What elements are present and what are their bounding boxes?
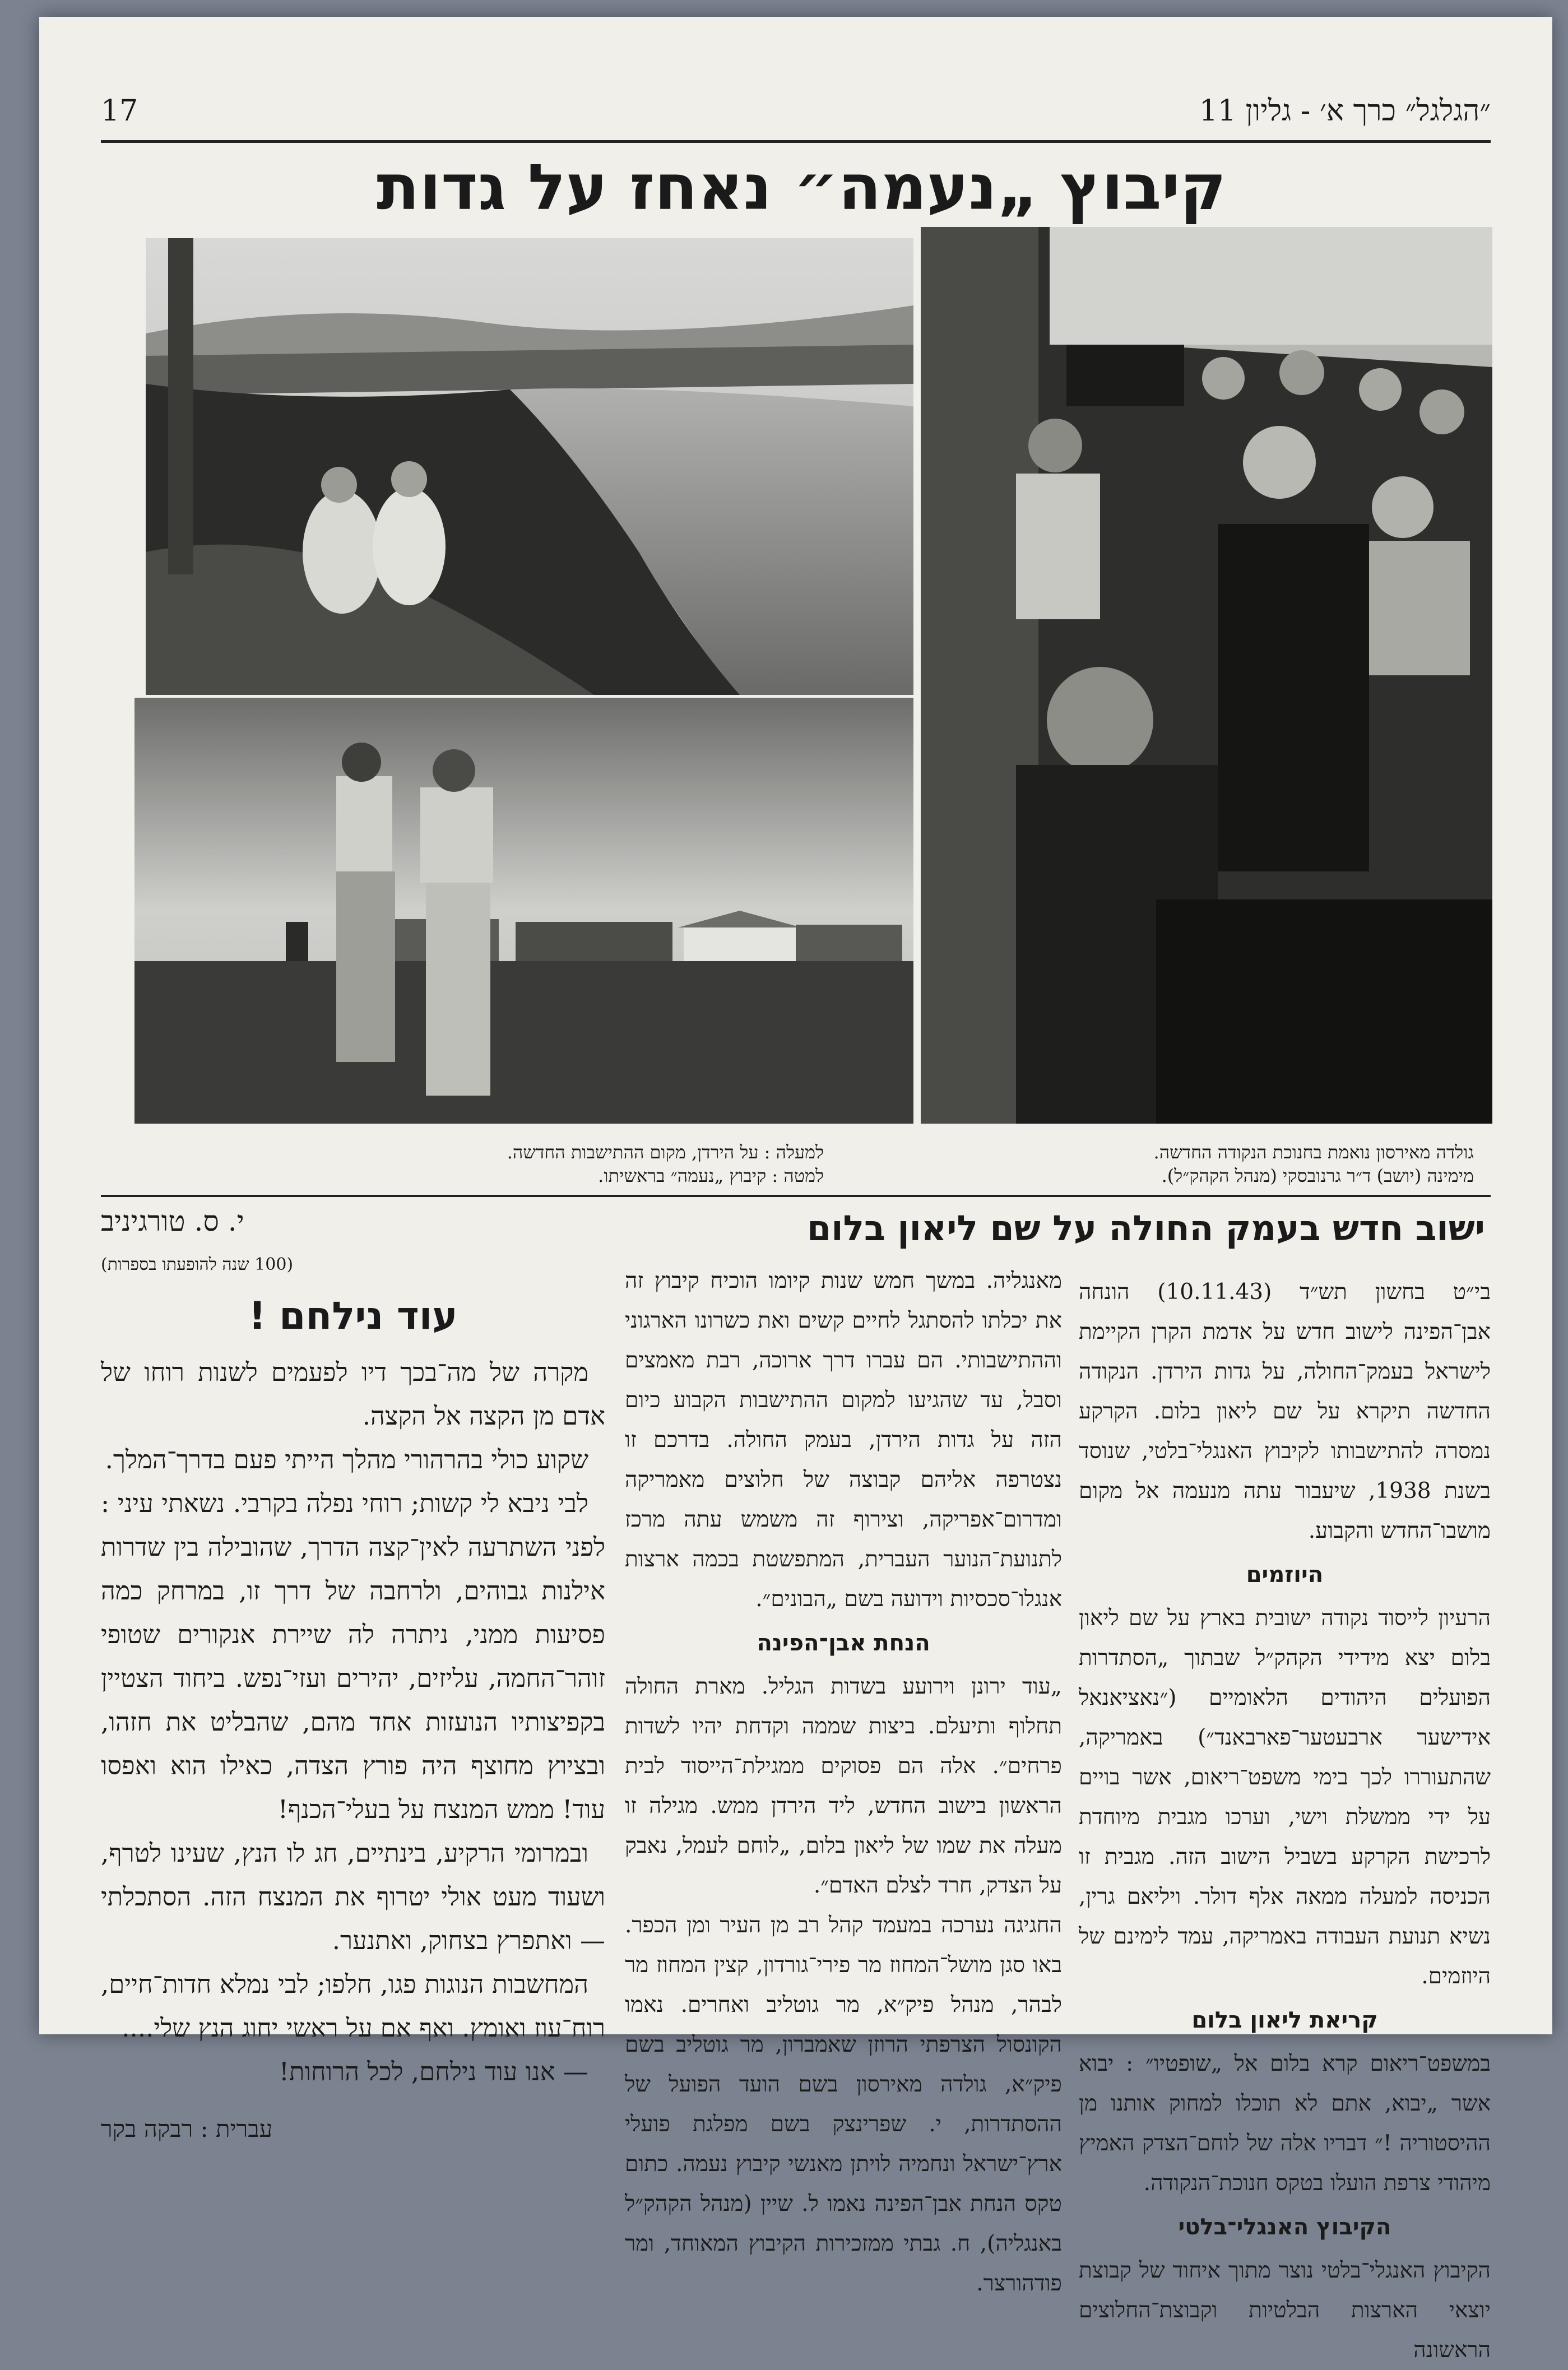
article-column-2 bbox=[625, 1261, 1062, 2296]
section-divider bbox=[101, 1195, 1491, 1197]
caption-right-photo bbox=[925, 1140, 1474, 1188]
photo-settlement-men-standing bbox=[134, 698, 913, 1124]
article-paragraph: הרעיון לייסוד נקודה ישובית בארץ על שם ליאון בלום יצא מידידי הקהק״ל שבתוך „הסתדרות הפועלים היהודים הלאומיים (״נאציאנאל אידישער ארבעטער־פארבאנד״) באמריקה, שהתעוררו לכך בימי משפט־ריאום, אשר בויים על ידי ממשלת וישי, וערכו מגבית מיוחדת לרכישת הקרקע בשביל הישוב הזה. מגבית זו הכניסה למעלה ממאה אלף דולר. ויליאם גרין, נשיא תנועת העבודה באמריקה, עמד לימינם של היוזמים. bbox=[1079, 1606, 1491, 1989]
magazine-page bbox=[39, 17, 1552, 2363]
essay-paragraph: שקוע כולי בהרהורי מהלך הייתי פעם בדרך־המלך. bbox=[105, 1445, 588, 1474]
caption-left-photos bbox=[275, 1140, 824, 1188]
essay-paragraph: מקרה של מה־בכך דיו לפעמים לשנות רוחו של אדם מן הקצה אל הקצה. bbox=[101, 1357, 605, 1431]
page-header bbox=[101, 90, 1491, 143]
article-paragraph: במשפט־ריאום קרא בלום אל „שופטיו״ : יבוא אשר „יבוא, אתם לא תוכלו למחוק אותנו מן ההיסטוריה !״ דבריו אלה של לוחם־הצדק האמיץ מיהודי צרפת הועלו בטקס חנוכת־הנקודה. bbox=[1079, 2051, 1491, 2196]
essay-paragraph: המחשבות הנוגות פגו, חלפו; לבי נמלא חדות־חיים, רוח־עוז ואומץ. ואף אם על ראשי יחוג הנץ שלי.... bbox=[101, 1969, 605, 2043]
running-head: ״הגלגל״ כרך א׳ - גליון 11 bbox=[1199, 94, 1491, 128]
subhead-blum-call: קריאת ליאון בלום bbox=[1191, 2007, 1378, 2033]
essay-column bbox=[101, 1199, 605, 2142]
subhead-initiators: היוזמים bbox=[1246, 1562, 1324, 1588]
essay-translator: עברית : רבקה בקר bbox=[101, 2115, 273, 2142]
essay-author: י. ס. טורגיניב bbox=[101, 1205, 244, 1237]
article-paragraph: החגיגה נערכה במעמד קהל רב מן העיר ומן הכפר. באו סגן מושל־המחוז מר פירי־גורדון, קצין המחוז מר לבהר, מנהל פיק״א, מר גוטליב ואחרים. נאמו הקונסול הצרפתי הרוזן שאמברון, מר גוטליב בשם פיק״א, גולדה מאירסון בשם הועד הפועל של ההסתדרות, י. שפרינצק בשם מפלגת פועלי ארץ־ישראל ונחמיה לויתן מאנשי קיבוץ נעמה. כתום טקס הנחת אבן־הפינה נאמו ל. שיין (מנהל הקהק״ל באנגליה), ח. גבתי ממזכירות הקיבוץ המאוחד, ומר פודהורצר. bbox=[625, 1913, 1062, 2296]
photo-golda-image bbox=[921, 227, 1492, 1124]
caption-left-line-1: למעלה : על הירדן, מקום ההתישבות החדשה. bbox=[507, 1142, 824, 1163]
page-number: 17 bbox=[101, 94, 138, 128]
caption-left-line-2: למטה : קיבוץ „נעמה״ בראשיתו. bbox=[598, 1165, 824, 1186]
photo-golda-speaking bbox=[921, 227, 1492, 1124]
article-column-1 bbox=[1079, 1272, 1491, 2363]
article-headline: ישוב חדש בעמק החולה על שם ליאון בלום bbox=[807, 1208, 1485, 1249]
main-headline: קיבוץ „נעמה״ נאחז על גדות bbox=[377, 151, 1226, 224]
essay-note: (100 שנה להופעתו בספרות) bbox=[101, 1255, 294, 1274]
essay-paragraph: ובמרומי הרקיע, בינתיים, חג לו הנץ, שעינו לטרף, ושעוד מעט אולי יטרוף את המנצח הזה. הסתכלתי — ואתפרץ בצחוק, ואתנער. bbox=[101, 1838, 605, 1955]
caption-right-line-1: גולדה מאירסון נואמת בחנוכת הנקודה החדשה. bbox=[1153, 1142, 1474, 1163]
photo-settlement-image bbox=[134, 698, 913, 1124]
article-paragraph: בי״ט בחשון תש״ד (10.11.43) הונחה אבן־הפינה לישוב חדש על אדמת הקרן הקיימת לישראל בעמק־החולה, על גדות הירדן. הנקודה החדשה תיקרא על שם ליאון בלום. הקרקע נמסרה להתישבותו לקיבוץ האנגלי־בלטי, שנוסד בשנת 1938, שיעבור עתה מנעמה אל מקום מושבו־החדש והקבוע. bbox=[1079, 1279, 1491, 1543]
subhead-anglo-baltic-kibbutz: הקיבוץ האנגלי־בלטי bbox=[1178, 2214, 1391, 2240]
caption-right-line-2: מימינה (יושב) ד״ר גרנובסקי (מנהל הקהק״ל). bbox=[1161, 1165, 1474, 1186]
essay-title: עוד נילחם ! bbox=[248, 1294, 458, 1338]
essay-closing-line: — אנו עוד נילחם, לכל הרוחות! bbox=[279, 2057, 588, 2086]
essay-paragraph: לבי ניבא לי קשות; רוחי נפלה בקרבי. נשאתי עיני : לפני השתרעה לאין־קצה הדרך, שהובילה בין שדרות אילנות גבוהים, ולרחבה של דרך זו, במרחק כמה פסיעות ממני, ניתרה לה שיירת אנקורים שטופי זוהר־החמה, עליזים, יהירים ועזי־נפש. ביחוד הצטיין בקפיצותיו הנועזות אחד מהם, שהבליט את חזהו, ובציוץ מחוצף היה פורץ הצדה, כאילו הוא ואפסו עוד! ממש המנצח על בעלי־הכנף! bbox=[101, 1488, 605, 1824]
article-paragraph: מאנגליה. במשך חמש שנות קיומו הוכיח קיבוץ זה את יכלתו להסתגל לחיים קשים ואת כשרונו הארגוני וההתישבותי. הם עברו דרך ארוכה, רבת מאמצים וסבל, עד שהגיעו למקום ההתישבות הקבוע כיום הזה על גדות הירדן, בעמק החולה. בדרכם זו נצטרפה אליהם קבוצה של חלוצים מאמריקה ומדרום־אפריקה, וצירוף זה משמש עתה מרכז לתנועת־הנוער העברית, המתפשטת בכמה ארצות אנגלו־סכסיות וידועה בשם „הבונים״. bbox=[625, 1268, 1062, 1612]
article-paragraph: „עוד ירונן וירועע בשדות הגליל. מארת החולה תחלוף ותיעלם. ביצות שממה וקדחת יהיו לשדות פרחים״. אלה הם פסוקים ממגילת־הייסוד לבית הראשון בישוב החדש, ליד הירדן ממש. מגילה זו מעלה את שמו של ליאון בלום, „לוחם לעמל, נאבק על הצדק, חרד לצלם האדם״. bbox=[625, 1674, 1062, 1898]
article-paragraph: הקיבוץ האנגלי־בלטי נוצר מתוך איחוד של קבוצת יוצאי הארצות הבלטיות וקבוצת־החלוצים הראשונה bbox=[1079, 2258, 1491, 2363]
subhead-cornerstone: הנחת אבן־הפינה bbox=[757, 1630, 930, 1656]
photo-river-image bbox=[146, 238, 913, 695]
photo-river-men-sitting bbox=[146, 238, 913, 695]
